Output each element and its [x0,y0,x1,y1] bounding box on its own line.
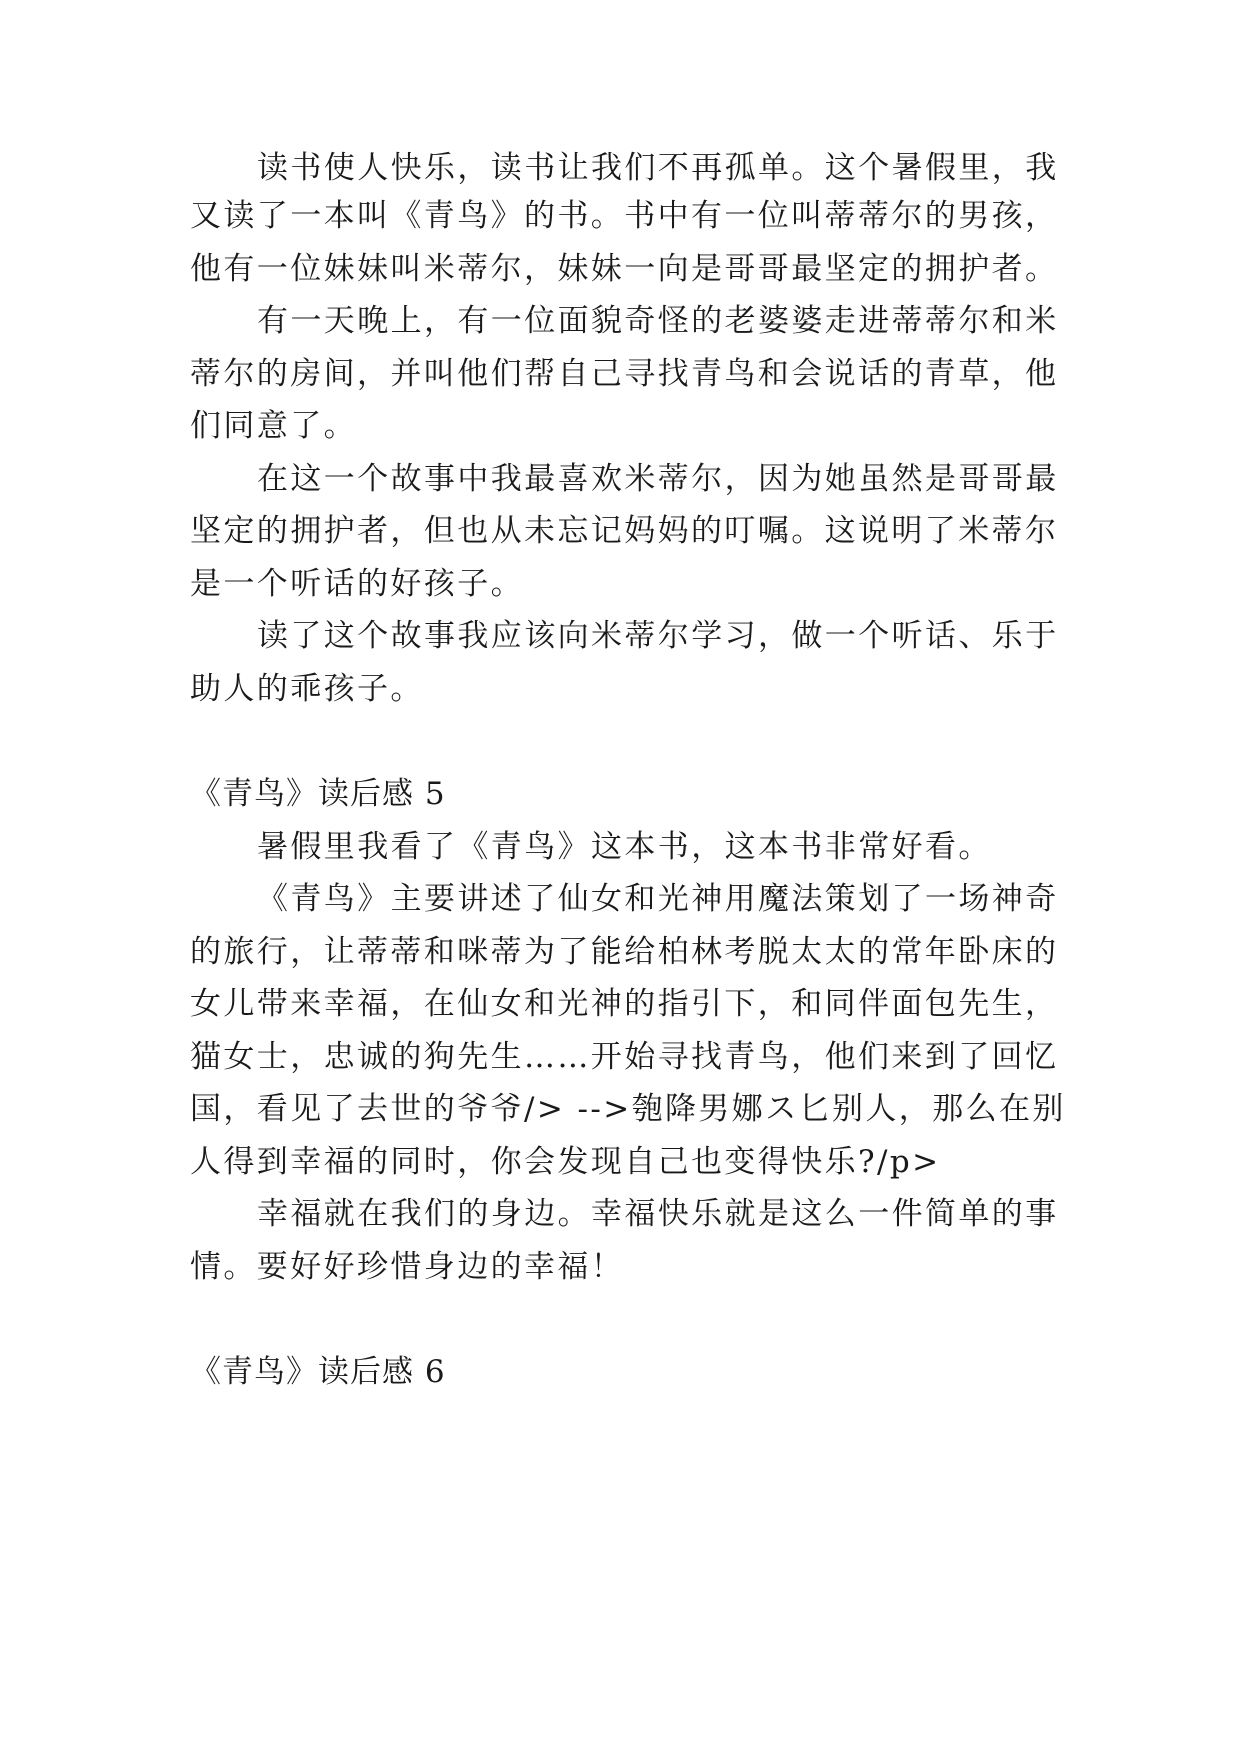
paragraph-line: 猫女士，忠诚的狗先生……开始寻找青鸟，他们来到了回忆 [190,1039,1059,1075]
paragraph-line: 暑假里我看了《青鸟》这本书，这本书非常好看。 [257,829,992,865]
paragraph-line: 是一个听话的好孩子。 [190,566,524,602]
paragraph-line: 的旅行，让蒂蒂和咪蒂为了能给柏林考脱太太的常年卧床的 [190,934,1059,970]
paragraph-line: 们同意了。 [190,408,357,444]
paragraph-line: 幸福就在我们的身边。幸福快乐就是这么一件简单的事 [257,1196,1059,1232]
paragraph-line: 情。要好好珍惜身边的幸福！ [190,1249,625,1285]
paragraph-line: 读了这个故事我应该向米蒂尔学习，做一个听话、乐于 [257,618,1059,654]
paragraph-line: 女儿带来幸福，在仙女和光神的指引下，和同伴面包先生， [190,986,1059,1022]
section-title: 《青鸟》读后感 6 [190,1354,446,1390]
paragraph-line: 读书使人快乐，读书让我们不再孤单。这个暑假里，我 [257,150,1059,186]
paragraph-line: 人得到幸福的同时，你会发现自己也变得快乐?/p> [190,1144,941,1180]
paragraph-line: 在这一个故事中我最喜欢米蒂尔，因为她虽然是哥哥最 [257,461,1059,497]
paragraph-line: 蒂尔的房间，并叫他们帮自己寻找青鸟和会说话的青草，他 [190,356,1059,392]
paragraph-line: 有一天晚上，有一位面貌奇怪的老婆婆走进蒂蒂尔和米 [257,303,1059,339]
section-title: 《青鸟》读后感 5 [190,776,446,812]
paragraph-line: 他有一位妹妹叫米蒂尔，妹妹一向是哥哥最坚定的拥护者。 [190,251,1059,287]
paragraph-line: 助人的乖孩子。 [190,671,424,707]
paragraph-line: 国，看见了去世的爷爷/> -->匏降男娜ス匕别人，那么在别 [190,1091,1066,1127]
paragraph-line: 坚定的拥护者，但也从未忘记妈妈的叮嘱。这说明了米蒂尔 [190,513,1059,549]
paragraph-line: 《青鸟》主要讲述了仙女和光神用魔法策划了一场神奇 [257,881,1059,917]
paragraph-line: 又读了一本叫《青鸟》的书。书中有一位叫蒂蒂尔的男孩， [190,198,1059,234]
